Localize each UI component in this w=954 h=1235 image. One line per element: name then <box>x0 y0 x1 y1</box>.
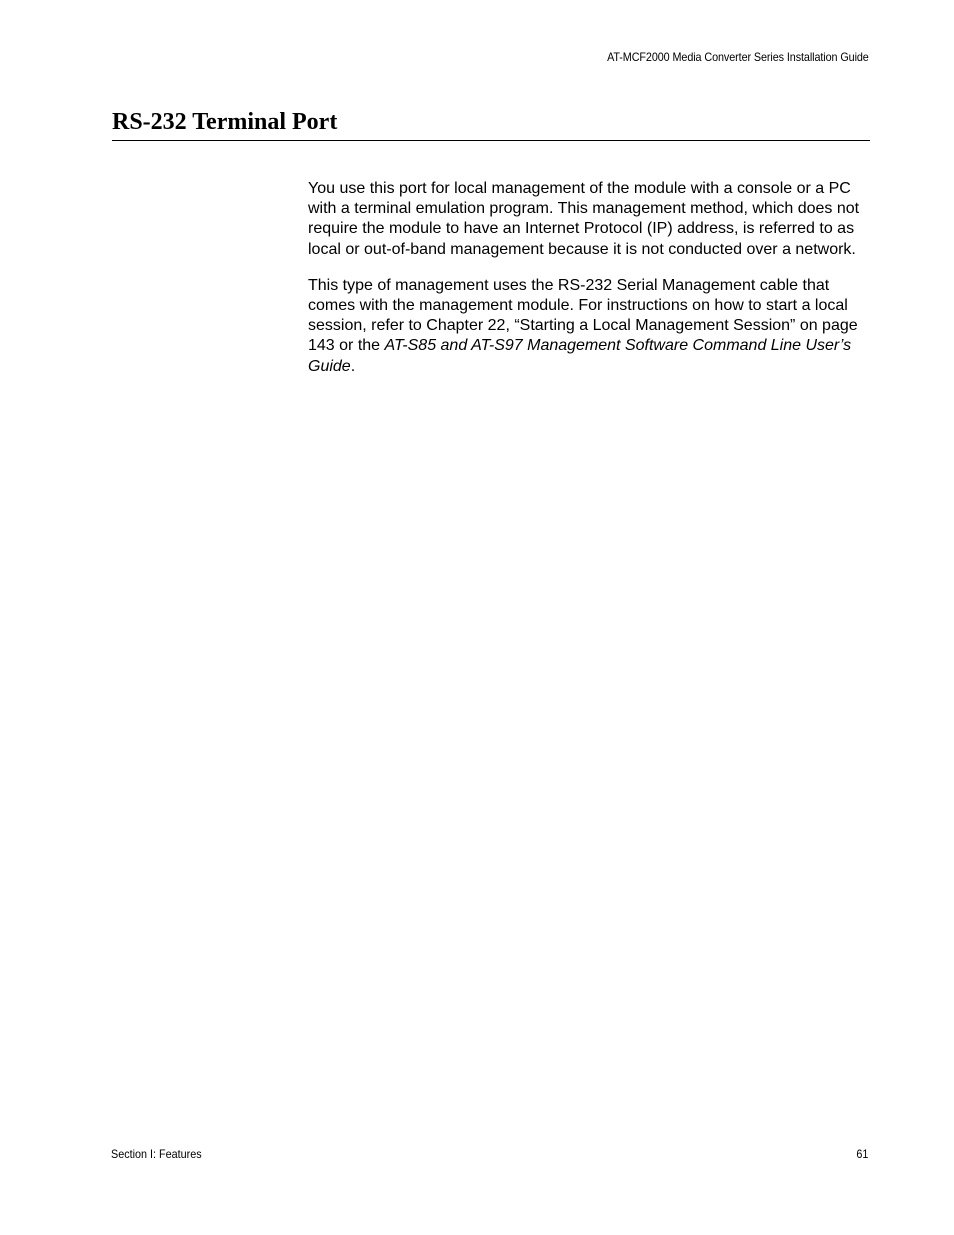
title-divider <box>112 140 870 141</box>
footer-section-label: Section I: Features <box>111 1147 202 1161</box>
paragraph-2-end: . <box>350 357 356 375</box>
running-header: AT-MCF2000 Media Converter Series Installation Guide <box>607 50 869 64</box>
section-title: RS-232 Terminal Port <box>112 109 338 135</box>
paragraph-2-text: This type of management uses the RS-232 Serial Management cable that comes with the management module. For instructions on how to start a local session, refer to Chapter 22, “Starting a Local Management Session” on page 143 or the <box>308 276 858 355</box>
paragraph-1: You use this port for local management of the module with a console or a PC with a terminal emulation program. This management method, which does not require the module to have an Internet Protocol (IP) address, is referred to as local or out-of-band management because it is not conducted over a network. <box>308 180 860 258</box>
guide-title-reference: AT-S85 and AT-S97 Management Software Command Line User’s Guide <box>308 337 852 375</box>
body-text <box>308 179 870 393</box>
page-number: 61 <box>855 1147 868 1161</box>
paragraph-2 <box>308 276 870 377</box>
